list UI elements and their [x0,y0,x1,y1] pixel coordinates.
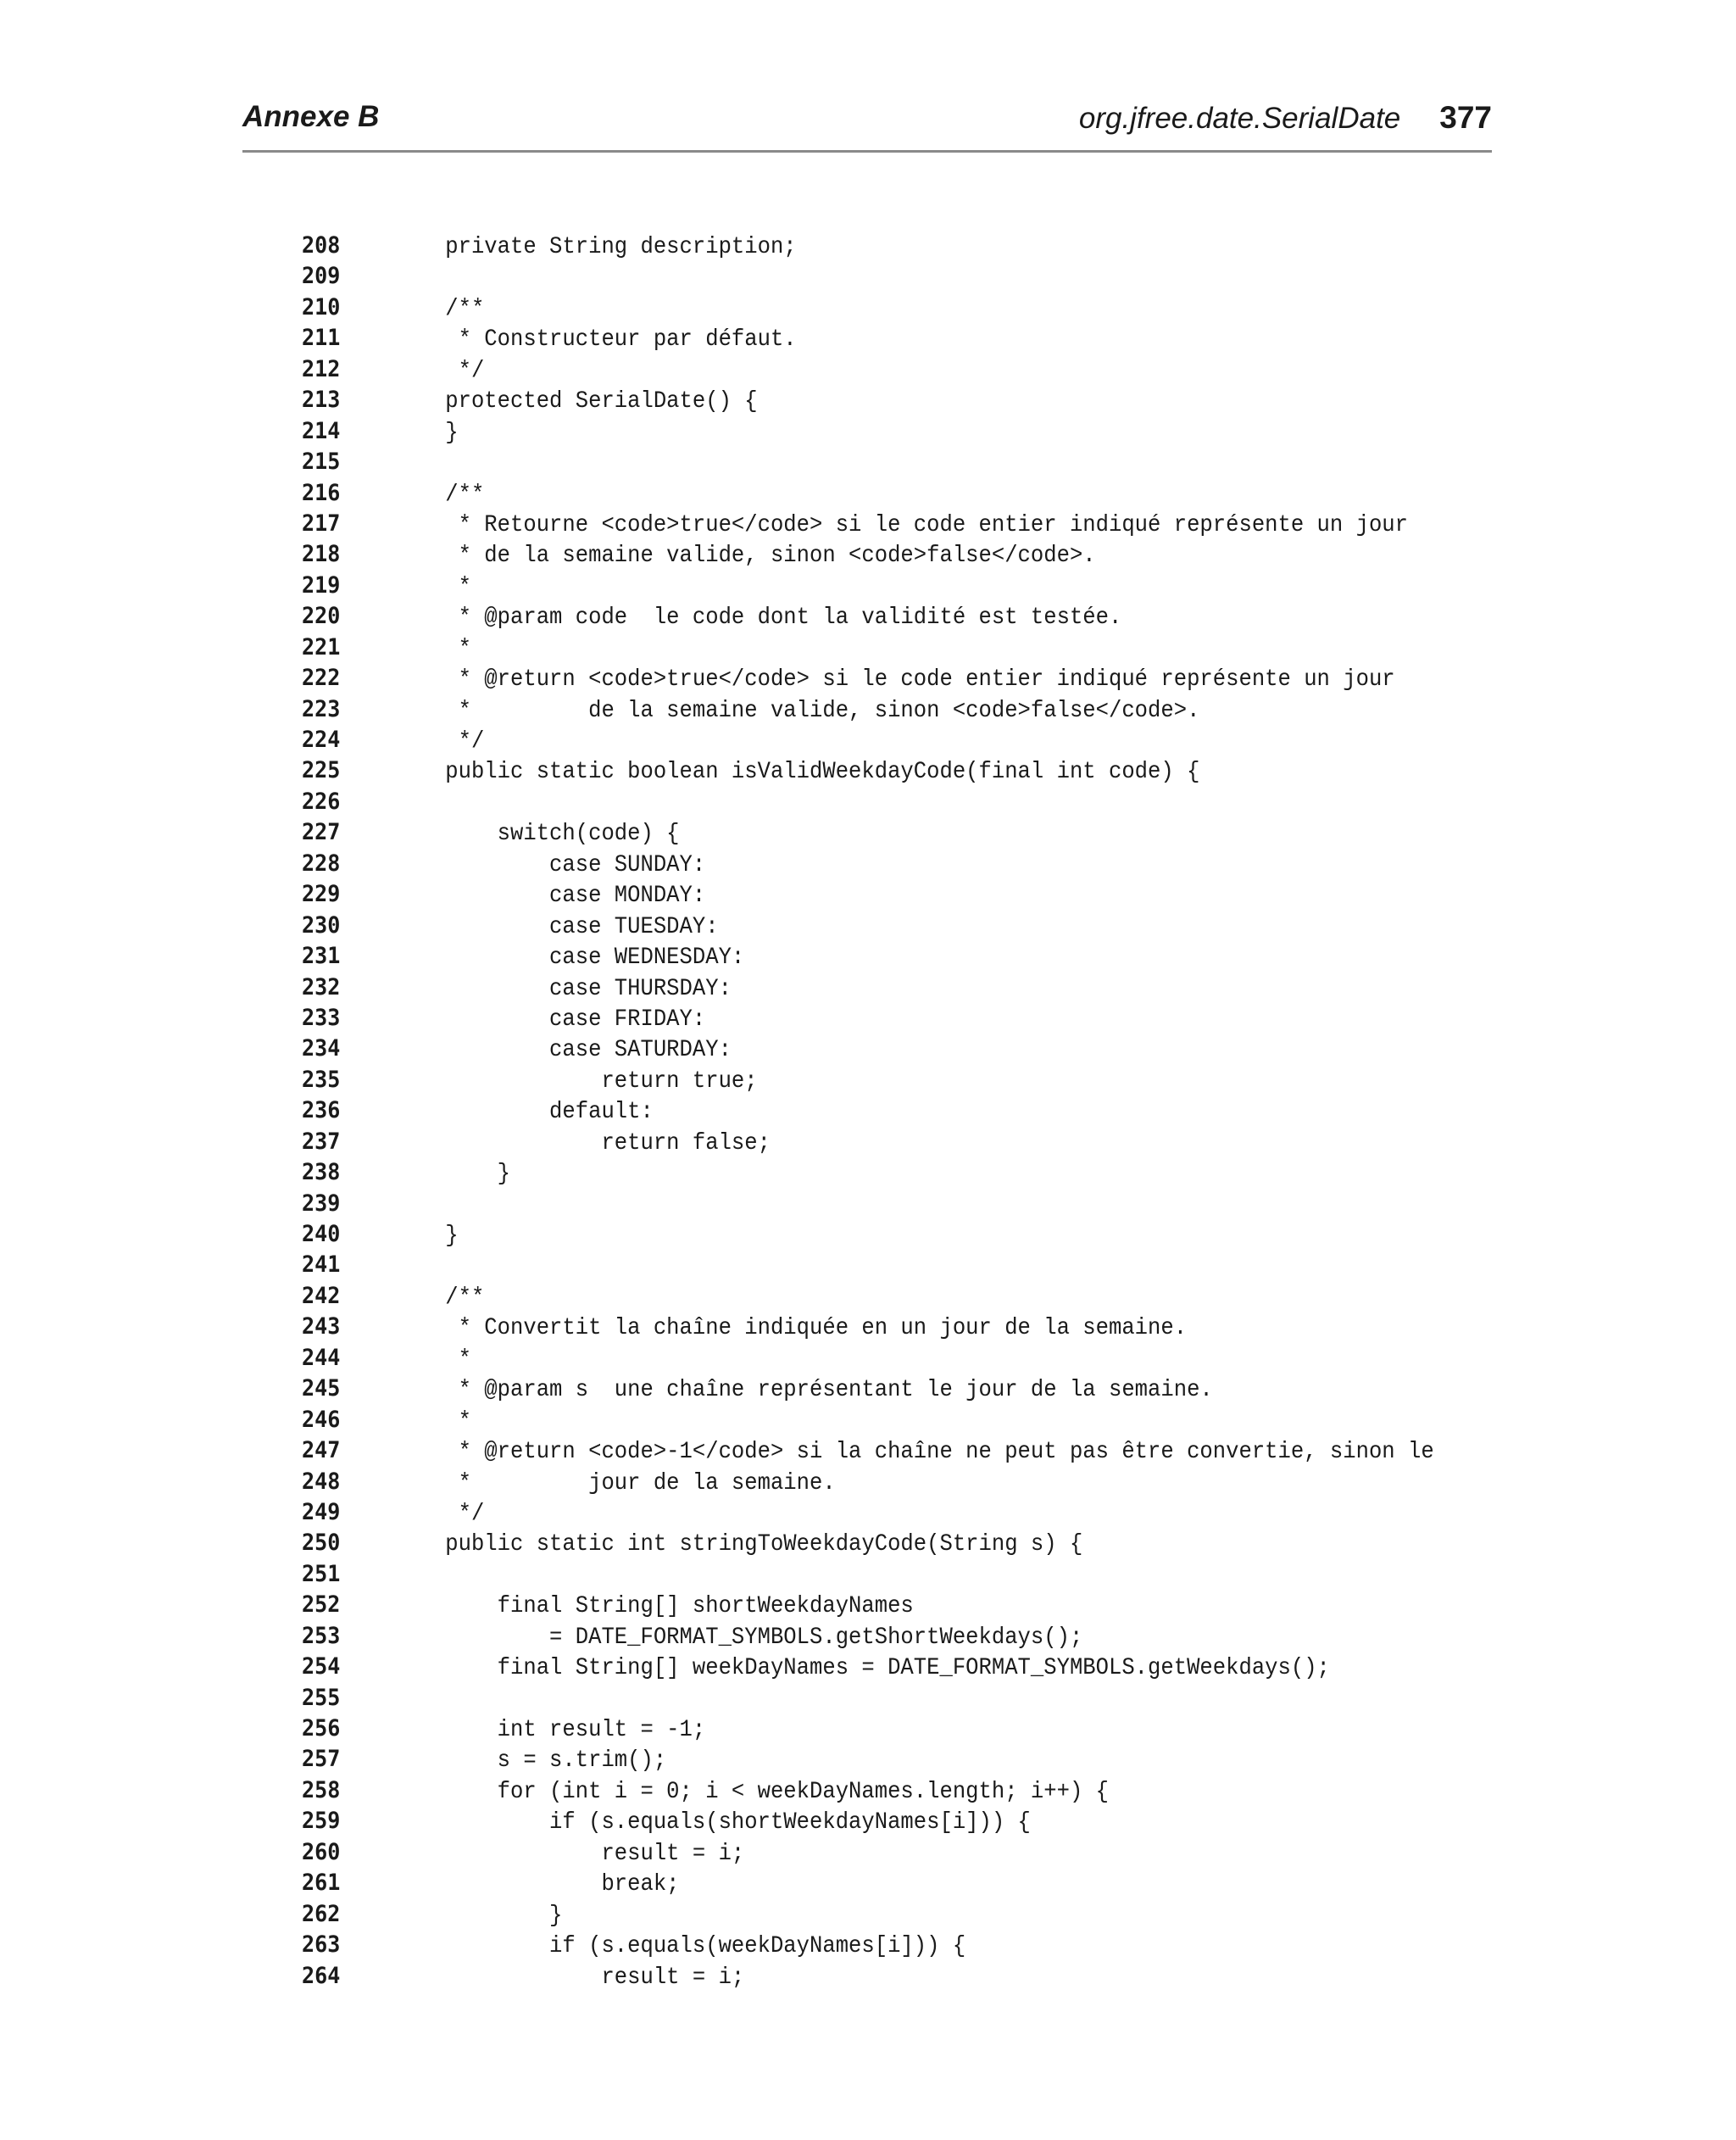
code-line [302,354,1405,385]
line-number: 255 [302,1684,341,1711]
code-line [302,323,1405,354]
line-number: 239 [302,1190,341,1217]
line-text: /** [392,295,485,322]
code-line [302,1343,1405,1374]
line-number: 215 [302,449,341,476]
line-text: case WEDNESDAY: [392,945,745,972]
line-number: 237 [302,1128,341,1155]
line-text: break; [392,1871,680,1898]
code-line [302,1590,1405,1620]
line-text: s = s.trim(); [392,1747,667,1775]
line-number: 230 [302,911,341,939]
header-rule [242,150,1492,153]
line-text: /** [392,481,485,508]
line-number: 223 [302,695,341,722]
line-number: 222 [302,665,341,692]
line-number: 232 [302,973,341,1000]
line-number: 213 [302,387,341,414]
line-text: * [392,1407,471,1435]
code-line [302,1127,1405,1157]
code-line [302,1189,1405,1219]
code-line [302,385,1405,415]
line-number: 246 [302,1406,341,1433]
line-number: 225 [302,757,341,784]
code-line [302,1837,1405,1868]
code-line [302,1683,1405,1714]
line-text: = DATE_FORMAT_SYMBOLS.getShortWeekdays(); [392,1624,1083,1651]
line-number: 226 [302,788,341,815]
line-number: 254 [302,1653,341,1680]
code-line [302,261,1405,292]
line-number: 233 [302,1004,341,1031]
line-text: case MONDAY: [392,883,706,910]
line-number: 264 [302,1962,341,1989]
line-text: * de la semaine valide, sinon <code>false</code>. [392,697,1200,724]
line-number: 241 [302,1251,341,1279]
line-text: } [392,1902,563,1929]
line-text: case THURSDAY: [392,975,732,1002]
line-number: 231 [302,943,341,970]
line-number: 238 [302,1159,341,1186]
code-line [302,509,1408,539]
line-number: 240 [302,1221,341,1247]
code-line [302,1312,1405,1342]
line-number: 212 [302,355,341,382]
line-number: 249 [302,1498,341,1525]
line-number: 261 [302,1870,341,1897]
line-number: 214 [302,417,341,444]
line-number: 236 [302,1097,341,1124]
code-line [302,416,1405,447]
line-text: * [392,1346,471,1373]
line-text: * Constructeur par défaut. [392,326,797,354]
line-number: 263 [302,1931,341,1959]
line-number: 260 [302,1838,341,1865]
line-number: 210 [302,293,341,320]
line-text: */ [392,357,485,384]
code-line [302,1281,1405,1312]
code-line [302,941,1405,972]
line-text: result = i; [392,1964,745,1991]
code-listing [302,231,1434,1992]
line-number: 244 [302,1344,341,1371]
code-line [302,1034,1405,1064]
line-text: * @param s une chaîne représentant le jour de la semaine. [392,1377,1213,1404]
code-line [302,571,1405,601]
line-text: if (s.equals(shortWeekdayNames[i])) { [392,1809,1031,1836]
line-number: 245 [302,1375,341,1402]
line-number: 259 [302,1808,341,1835]
code-line [302,911,1405,941]
line-text: * Convertit la chaîne indiquée en un jour de la semaine. [392,1315,1188,1342]
section-label: Annexe B [242,100,380,133]
line-number: 256 [302,1715,341,1742]
code-line [302,1435,1434,1466]
line-text: * [392,573,471,600]
code-line [302,1652,1405,1682]
line-number: 208 [302,232,341,259]
code-line [302,755,1405,786]
code-line [302,447,1405,477]
code-line [302,1095,1405,1126]
line-text: * Retourne <code>true</code> si le code entier indiqué représente un jour [392,511,1408,538]
line-number: 234 [302,1035,341,1062]
line-text: int result = -1; [392,1717,706,1743]
code-line [302,1497,1405,1528]
code-line [302,601,1405,632]
code-line [302,1868,1405,1898]
code-line [302,725,1405,755]
code-line [302,1467,1405,1497]
code-line [302,1930,1405,1960]
running-title: org.jfree.date.SerialDate [1078,102,1401,135]
line-number: 250 [302,1530,341,1557]
code-line [302,231,1405,261]
header-right [1079,100,1492,136]
line-text: * @return <code>-1</code> si la chaîne ne peut pas être convertie, sinon le [392,1439,1434,1466]
code-line [302,1806,1405,1836]
code-line [302,1559,1405,1590]
line-text: * jour de la semaine. [392,1469,836,1496]
code-line [302,1003,1405,1034]
code-line [302,1405,1405,1435]
line-text: /** [392,1284,485,1311]
code-line [302,539,1405,570]
line-number: 216 [302,479,341,506]
line-text: } [392,419,459,446]
line-number: 229 [302,881,341,908]
code-line [302,1250,1405,1280]
line-number: 243 [302,1313,341,1340]
page-number: 377 [1439,100,1492,135]
code-line [302,849,1405,879]
line-number: 224 [302,727,341,753]
line-number: 217 [302,510,341,537]
page-header [242,100,1492,151]
line-text: default: [392,1099,654,1126]
code-line [302,478,1405,509]
code-line [302,1157,1405,1188]
line-number: 252 [302,1591,341,1619]
line-text: case SUNDAY: [392,851,706,878]
line-text: return false; [392,1129,771,1156]
code-line [302,1528,1405,1558]
line-text: case FRIDAY: [392,1006,706,1033]
code-line [302,972,1405,1003]
line-text: return true; [392,1067,758,1095]
code-line [302,1219,1405,1250]
line-number: 221 [302,633,341,660]
line-text: if (s.equals(weekDayNames[i])) { [392,1933,966,1960]
line-number: 227 [302,819,341,846]
line-text: */ [392,728,485,755]
line-text: public static boolean isValidWeekdayCode(final int code) { [392,759,1200,786]
line-text: } [392,1161,511,1188]
code-line [302,1744,1405,1775]
line-number: 235 [302,1066,341,1093]
code-line [302,1961,1405,1992]
code-line [302,663,1405,694]
line-text: case TUESDAY: [392,913,719,940]
line-text: final String[] weekDayNames = DATE_FORMAT_SYMBOLS.getWeekdays(); [392,1655,1330,1682]
line-text: * @return <code>true</code> si le code entier indiqué représente un jour [392,666,1395,694]
line-number: 220 [302,603,341,630]
code-line [302,1714,1405,1744]
line-number: 251 [302,1560,341,1587]
line-number: 258 [302,1776,341,1803]
line-text: for (int i = 0; i < weekDayNames.length; i++) { [392,1778,1110,1805]
line-number: 242 [302,1282,341,1309]
code-line [302,787,1405,817]
code-line [302,1775,1405,1806]
line-text: * [392,635,471,662]
line-number: 219 [302,571,341,599]
line-number: 228 [302,850,341,877]
line-number: 247 [302,1437,341,1464]
line-text: } [392,1223,459,1249]
code-line [302,817,1405,848]
line-text: final String[] shortWeekdayNames [392,1593,914,1620]
line-text: */ [392,1500,485,1527]
code-line [302,1065,1405,1095]
code-line [302,694,1405,725]
line-text: case SATURDAY: [392,1037,732,1064]
line-number: 253 [302,1622,341,1649]
line-number: 209 [302,263,341,290]
line-number: 218 [302,541,341,568]
code-line [302,879,1405,910]
line-text: public static int stringToWeekdayCode(String s) { [392,1531,1083,1558]
code-line [302,1374,1405,1404]
line-text: switch(code) { [392,821,680,848]
code-line [302,293,1405,323]
line-text: protected SerialDate() { [392,388,758,415]
line-text: result = i; [392,1840,745,1867]
code-line [302,1621,1405,1652]
line-number: 248 [302,1468,341,1495]
line-number: 257 [302,1746,341,1773]
line-text: * de la semaine valide, sinon <code>false</code>. [392,543,1096,570]
code-line [302,1899,1405,1930]
line-number: 262 [302,1900,341,1927]
line-number: 211 [302,325,341,352]
line-text: private String description; [392,234,797,260]
code-line [302,633,1405,663]
line-text: * @param code le code dont la validité est testée. [392,605,1122,632]
